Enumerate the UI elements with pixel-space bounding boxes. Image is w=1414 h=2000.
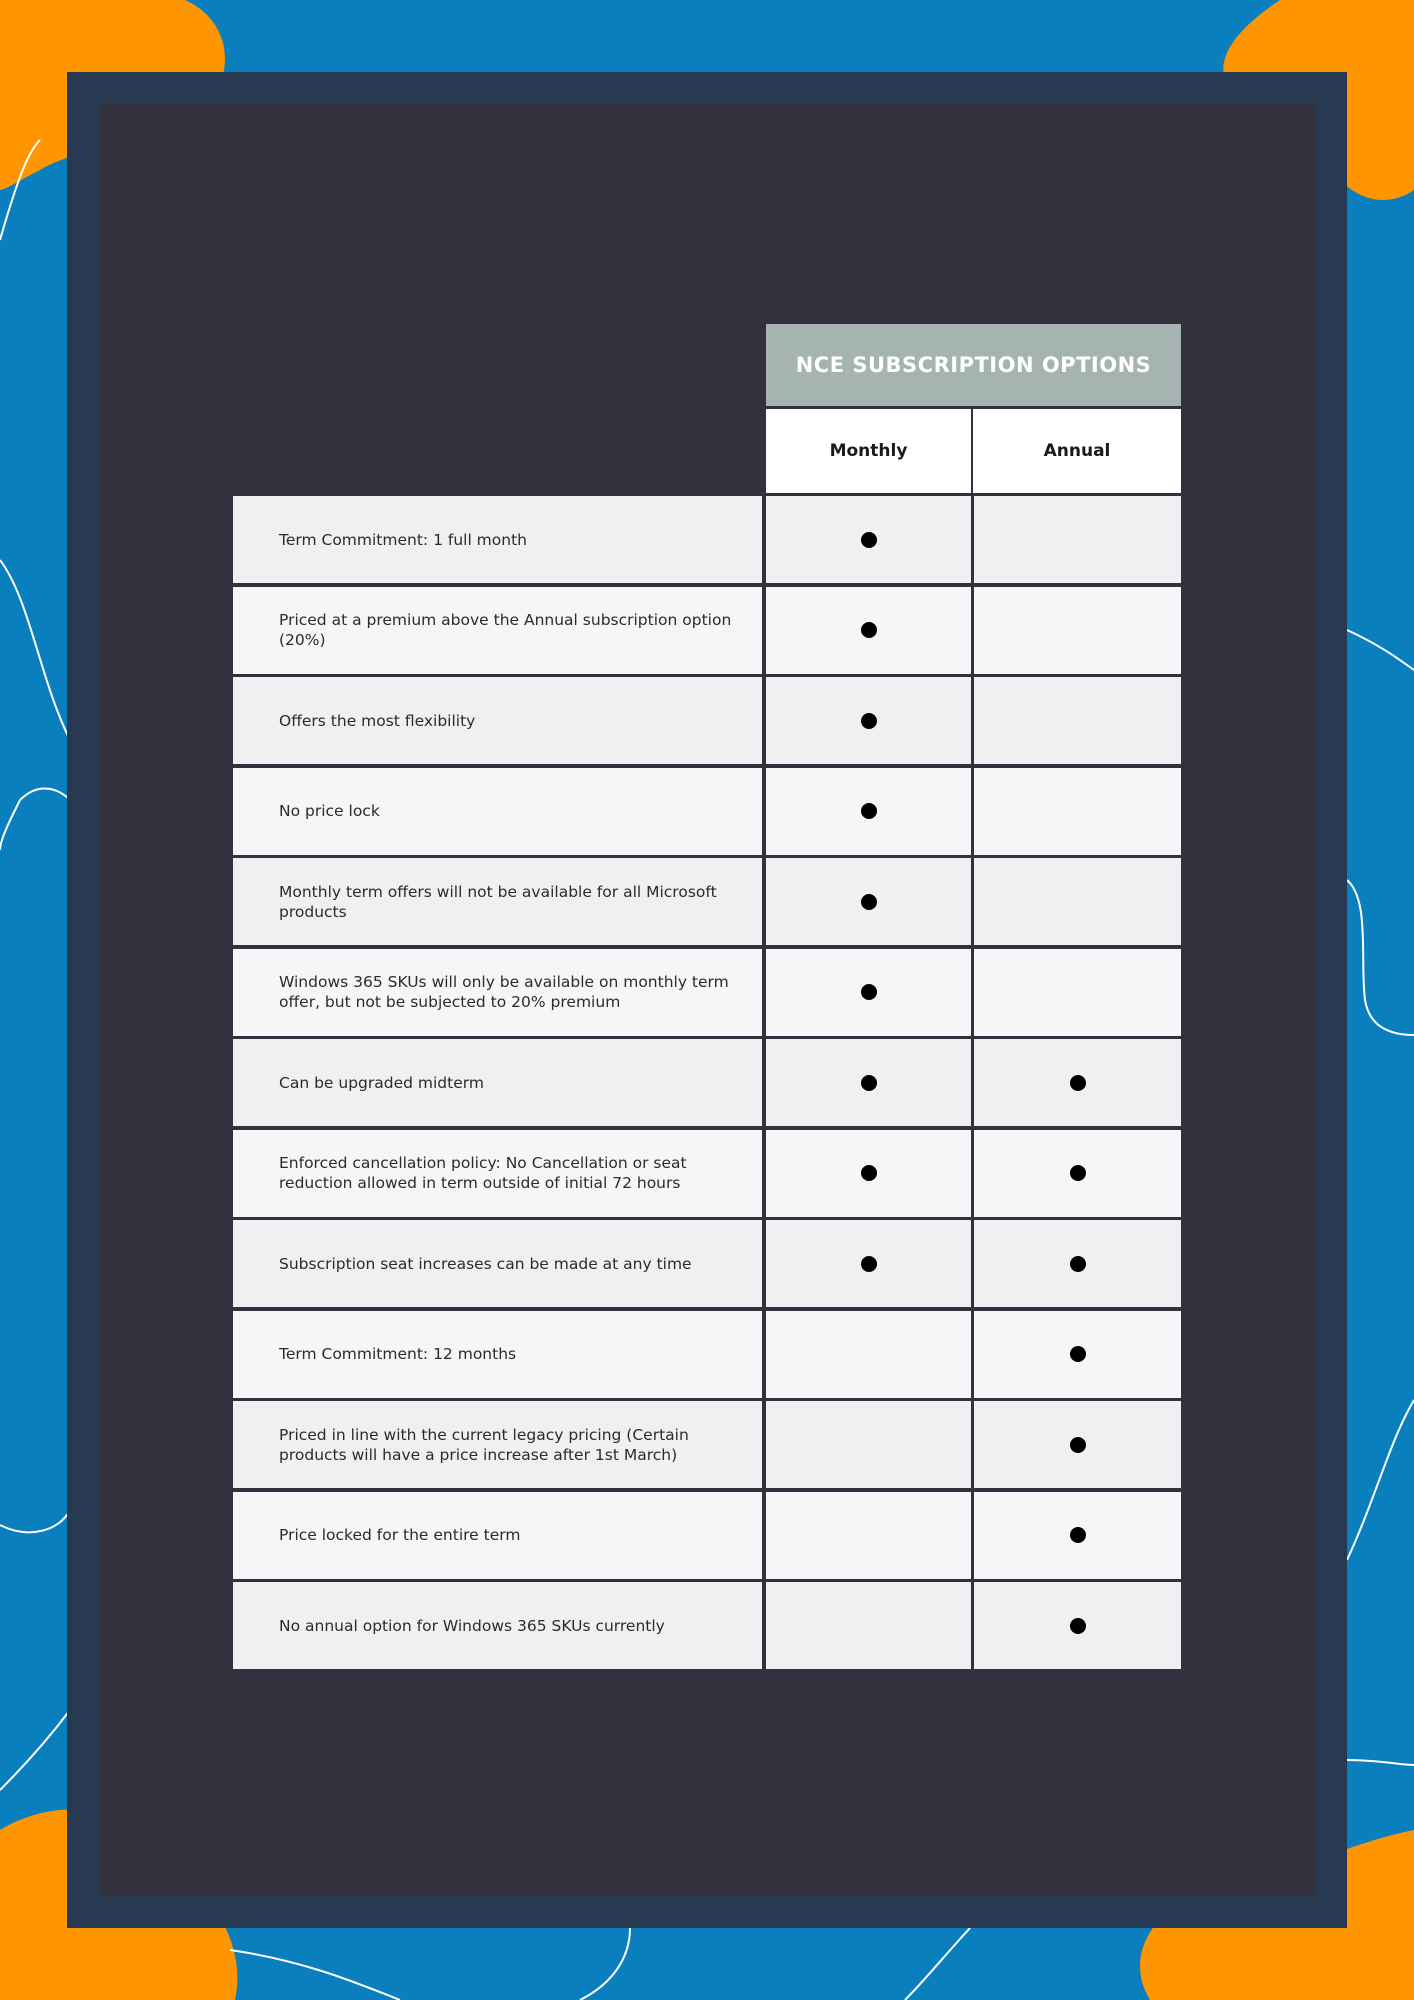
- row-description-cell: [233, 677, 762, 764]
- table-title: NCE SUBSCRIPTION OPTIONS: [795, 353, 1152, 377]
- bullet-dot-icon: [1070, 1075, 1086, 1091]
- table-row: [233, 1130, 1181, 1217]
- bullet-dot-icon: [861, 532, 877, 548]
- table-row: [233, 587, 1181, 674]
- bullet-dot-icon: [1070, 1437, 1086, 1453]
- table-row: [233, 496, 1181, 583]
- row-description-cell: [233, 1311, 762, 1398]
- bullet-dot-icon: [861, 1165, 877, 1181]
- annual-cell: [974, 496, 1181, 583]
- row-description: No price lock: [279, 802, 380, 820]
- annual-cell: [974, 587, 1181, 674]
- table-row: [233, 1492, 1181, 1579]
- annual-cell: [974, 1492, 1181, 1579]
- table-row: [233, 677, 1181, 764]
- table-title-cell: [766, 324, 1181, 406]
- annual-cell: [974, 858, 1181, 945]
- annual-cell: [974, 1039, 1181, 1126]
- annual-cell: [974, 1401, 1181, 1488]
- annual-cell: [974, 1130, 1181, 1217]
- row-description-cell: [233, 496, 762, 583]
- row-description-cell: [233, 1130, 762, 1217]
- annual-cell: [974, 768, 1181, 855]
- column-header-monthly: Monthly: [766, 409, 971, 493]
- annual-cell: [974, 677, 1181, 764]
- row-description-cell: [233, 858, 762, 945]
- annual-cell: [974, 1220, 1181, 1307]
- row-description: Subscription seat increases can be made at any time: [279, 1254, 692, 1273]
- bullet-dot-icon: [861, 803, 877, 819]
- monthly-cell: [766, 1582, 971, 1669]
- bullet-dot-icon: [1070, 1346, 1086, 1362]
- row-description: Windows 365 SKUs will only be available on monthly term offer, but not be subjected to 20% premium: [279, 973, 729, 1011]
- annual-cell: [974, 1311, 1181, 1398]
- row-description-cell: [233, 768, 762, 855]
- table-row: [233, 949, 1181, 1036]
- monthly-cell: [766, 949, 971, 1036]
- table-row: [233, 1582, 1181, 1669]
- row-description-cell: [233, 587, 762, 674]
- row-description: Can be upgraded midterm: [279, 1073, 484, 1092]
- row-description: Priced in line with the current legacy pricing (Certain products will have a price increase after 1st March): [279, 1425, 689, 1464]
- bullet-dot-icon: [1070, 1256, 1086, 1272]
- row-description: Monthly term offers will not be available for all Microsoft products: [279, 882, 717, 921]
- row-description-cell: [233, 1582, 762, 1669]
- row-description: No annual option for Windows 365 SKUs currently: [279, 1616, 665, 1635]
- row-description-cell: [233, 1492, 762, 1579]
- bullet-dot-icon: [861, 1075, 877, 1091]
- table-row: [233, 1311, 1181, 1398]
- row-description-cell: [233, 1220, 762, 1307]
- bullet-dot-icon: [1070, 1527, 1086, 1543]
- monthly-cell: [766, 587, 971, 674]
- monthly-cell: [766, 1039, 971, 1126]
- row-description-cell: [233, 949, 762, 1036]
- row-description: Price locked for the entire term: [279, 1526, 521, 1544]
- row-description: Priced at a premium above the Annual subscription option (20%): [279, 611, 732, 649]
- monthly-cell: [766, 768, 971, 855]
- bullet-dot-icon: [861, 713, 877, 729]
- table-row: [233, 1401, 1181, 1488]
- column-header-annual: Annual: [973, 409, 1181, 493]
- bullet-dot-icon: [861, 984, 877, 1000]
- table-row: [233, 768, 1181, 855]
- monthly-cell: [766, 677, 971, 764]
- row-description: Enforced cancellation policy: No Cancellation or seat reduction allowed in term outside of initial 72 hours: [279, 1154, 687, 1192]
- monthly-cell: [766, 1311, 971, 1398]
- monthly-cell: [766, 1220, 971, 1307]
- bullet-dot-icon: [861, 622, 877, 638]
- monthly-cell: [766, 1401, 971, 1488]
- row-description-cell: [233, 1039, 762, 1126]
- table-row: [233, 1220, 1181, 1307]
- row-description: Term Commitment: 12 months: [279, 1345, 517, 1363]
- bullet-dot-icon: [861, 894, 877, 910]
- annual-cell: [974, 1582, 1181, 1669]
- monthly-cell: [766, 1130, 971, 1217]
- monthly-cell: [766, 1492, 971, 1579]
- table-row: [233, 858, 1181, 945]
- row-description-cell: [233, 1401, 762, 1488]
- row-description: Offers the most flexibility: [279, 711, 476, 730]
- monthly-cell: [766, 858, 971, 945]
- bullet-dot-icon: [1070, 1618, 1086, 1634]
- table-row: [233, 1039, 1181, 1126]
- annual-cell: [974, 949, 1181, 1036]
- bullet-dot-icon: [1070, 1165, 1086, 1181]
- monthly-cell: [766, 496, 971, 583]
- bullet-dot-icon: [861, 1256, 877, 1272]
- row-description: Term Commitment: 1 full month: [279, 530, 527, 549]
